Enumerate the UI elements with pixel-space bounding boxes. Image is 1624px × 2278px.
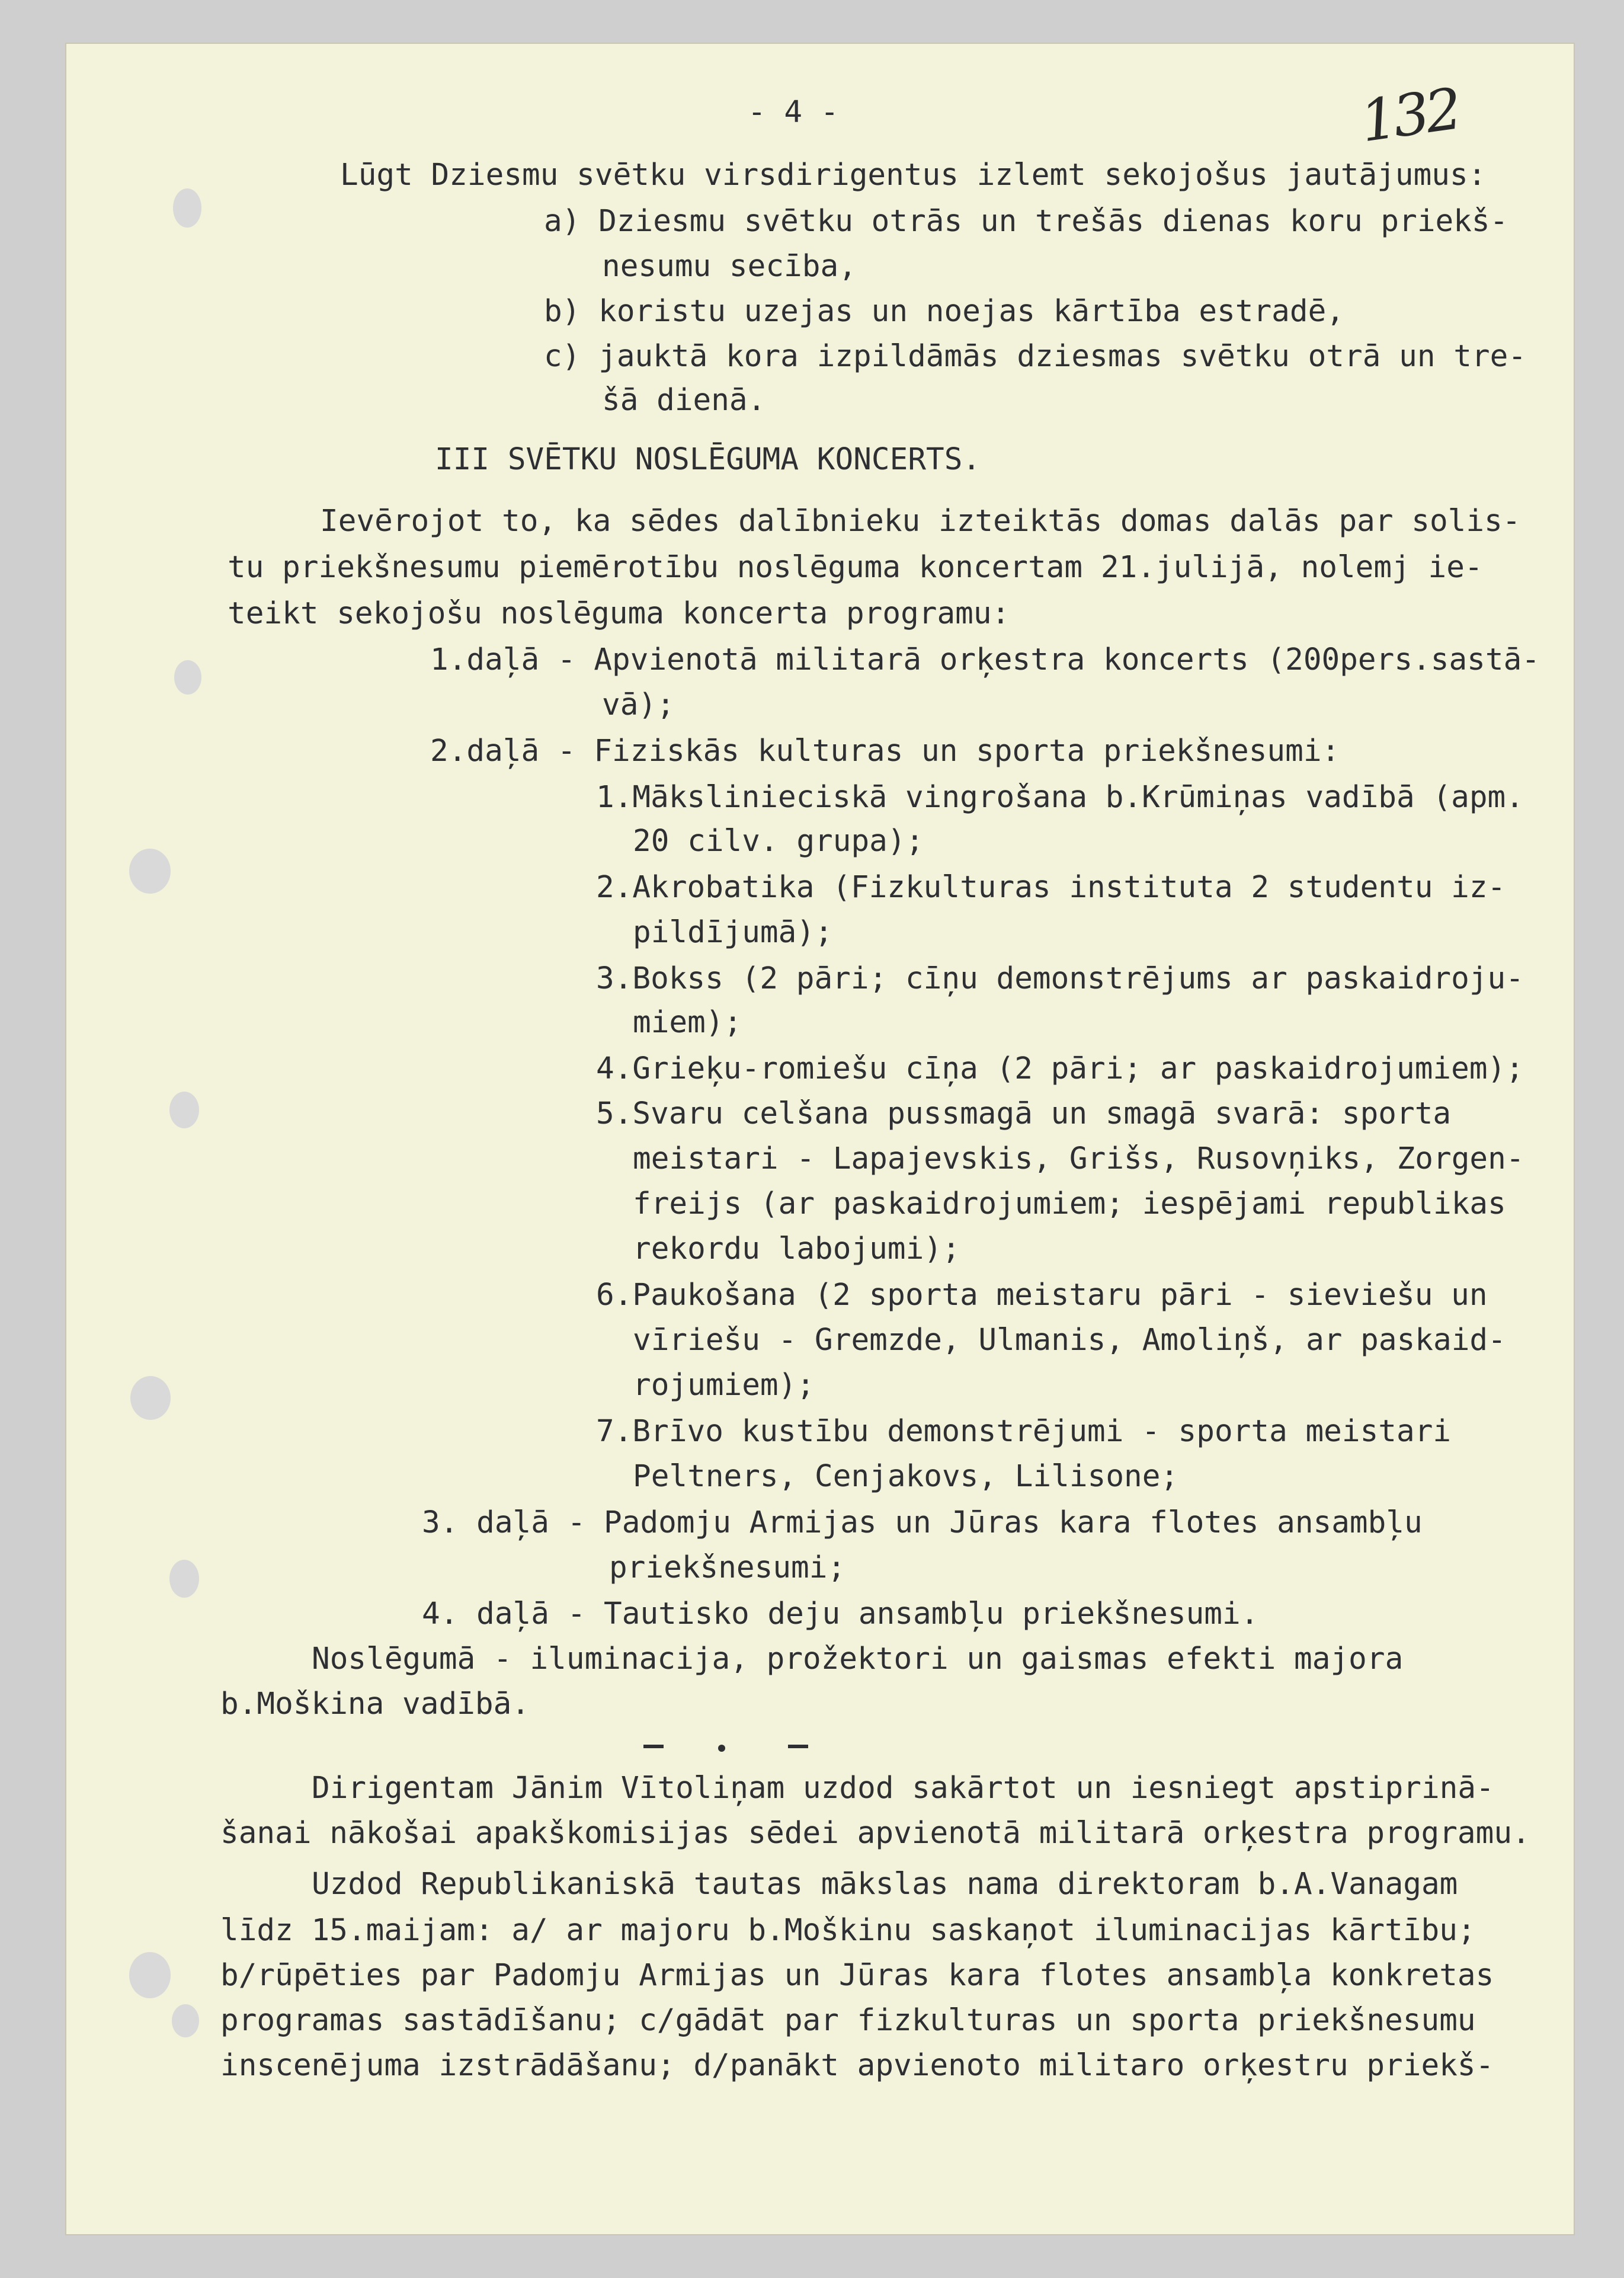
text-line: Peltners, Cenjakovs, Lilisone;: [633, 1459, 1179, 1494]
handwritten-annotation: 132: [1356, 75, 1463, 155]
punch-hole: [172, 2004, 199, 2037]
text-line: līdz 15.maijam: a/ ar majoru b.Moškinu saskaņot iluminacijas kārtību;: [220, 1913, 1476, 1948]
page-number: - 4 -: [748, 95, 839, 130]
text-line: miem);: [633, 1005, 742, 1040]
punch-hole: [169, 1092, 199, 1128]
text-line: vīriešu - Gremzde, Ulmanis, Amoliņš, ar paskaid-: [633, 1323, 1506, 1358]
text-line: pildījumā);: [633, 915, 833, 950]
text-line: Lūgt Dziesmu svētku virsdirigentus izlemt sekojošus jautājumus:: [340, 158, 1487, 193]
text-line: b) koristu uzejas un noejas kārtība estradē,: [544, 294, 1345, 329]
text-line: šā dienā.: [602, 383, 766, 418]
separator-dash: [788, 1745, 808, 1748]
punch-hole: [129, 1952, 171, 1998]
text-line: 20 cilv. grupa);: [633, 824, 924, 859]
text-line: Dirigentam Jānim Vītoliņam uzdod sakārtot un iesniegt apstiprinā-: [312, 1771, 1494, 1806]
text-line: 4.Grieķu-romiešu cīņa (2 pāri; ar paskaidrojumiem);: [596, 1051, 1524, 1086]
text-line: meistari - Lapajevskis, Grišs, Rusovņiks, Zorgen-: [633, 1141, 1524, 1176]
text-line: 2.daļā - Fiziskās kulturas un sporta priekšnesumi:: [430, 734, 1340, 769]
separator-dot: [718, 1745, 725, 1752]
text-line: c) jauktā kora izpildāmās dziesmas svētku otrā un tre-: [544, 339, 1527, 374]
text-line: a) Dziesmu svētku otrās un trešās dienas koru priekš-: [544, 204, 1508, 239]
punch-hole: [174, 660, 201, 695]
text-line: tu priekšnesumu piemērotību noslēguma koncertam 21.julijā, nolemj ie-: [228, 550, 1483, 585]
text-line: teikt sekojošu noslēguma koncerta programu:: [228, 596, 1010, 631]
text-line: rekordu labojumi);: [633, 1231, 960, 1266]
text-line: 6.Paukošana (2 sporta meistaru pāri - sieviešu un: [596, 1278, 1488, 1313]
text-line: nesumu secība,: [602, 249, 857, 284]
text-line: vā);: [602, 687, 675, 722]
text-line: 3. daļā - Padomju Armijas un Jūras kara flotes ansambļu: [422, 1505, 1423, 1540]
text-line: 7.Brīvo kustību demonstrējumi - sporta meistari: [596, 1414, 1452, 1449]
text-line: programas sastādīšanu; c/gādāt par fizkulturas un sporta priekšnesumu: [220, 2003, 1476, 2038]
text-line: 2.Akrobatika (Fizkulturas instituta 2 studentu iz-: [596, 870, 1506, 905]
separator-dash: [643, 1745, 664, 1748]
text-line: Ievērojot to, ka sēdes dalībnieku izteiktās domas dalās par solis-: [320, 504, 1521, 539]
text-line: priekšnesumi;: [609, 1550, 846, 1585]
text-line: b/rūpēties par Padomju Armijas un Jūras kara flotes ansambļa konkretas: [220, 1958, 1494, 1993]
text-line: Noslēgumā - iluminacija, prožektori un gaismas efekti majora: [312, 1642, 1404, 1676]
punch-hole: [130, 1376, 171, 1420]
text-line: šanai nākošai apakškomisijas sēdei apvienotā militarā orķestra programu.: [220, 1816, 1530, 1851]
text-line: b.Moškina vadībā.: [220, 1687, 530, 1722]
text-line: 1.Mākslinieciskā vingrošana b.Krūmiņas vadībā (apm.: [596, 780, 1524, 815]
punch-hole: [173, 188, 201, 228]
text-line: 5.Svaru celšana pussmagā un smagā svarā: sporta: [596, 1096, 1452, 1131]
punch-hole: [129, 849, 171, 894]
punch-hole: [169, 1560, 199, 1598]
text-line: 3.Bokss (2 pāri; cīņu demonstrējums ar paskaidroju-: [596, 961, 1524, 996]
section-heading: III SVĒTKU NOSLĒGUMA KONCERTS.: [435, 442, 981, 477]
text-line: freijs (ar paskaidrojumiem; iespējami republikas: [633, 1186, 1506, 1221]
text-line: 1.daļā - Apvienotā militarā orķestra koncerts (200pers.sastā-: [430, 642, 1540, 677]
text-line: 4. daļā - Tautisko deju ansambļu priekšnesumi.: [422, 1596, 1259, 1631]
text-line: rojumiem);: [633, 1368, 815, 1403]
text-line: inscenējuma izstrādāšanu; d/panākt apvienoto militaro orķestru priekš-: [220, 2048, 1494, 2083]
text-line: Uzdod Republikaniskā tautas mākslas nama direktoram b.A.Vanagam: [312, 1867, 1458, 1902]
